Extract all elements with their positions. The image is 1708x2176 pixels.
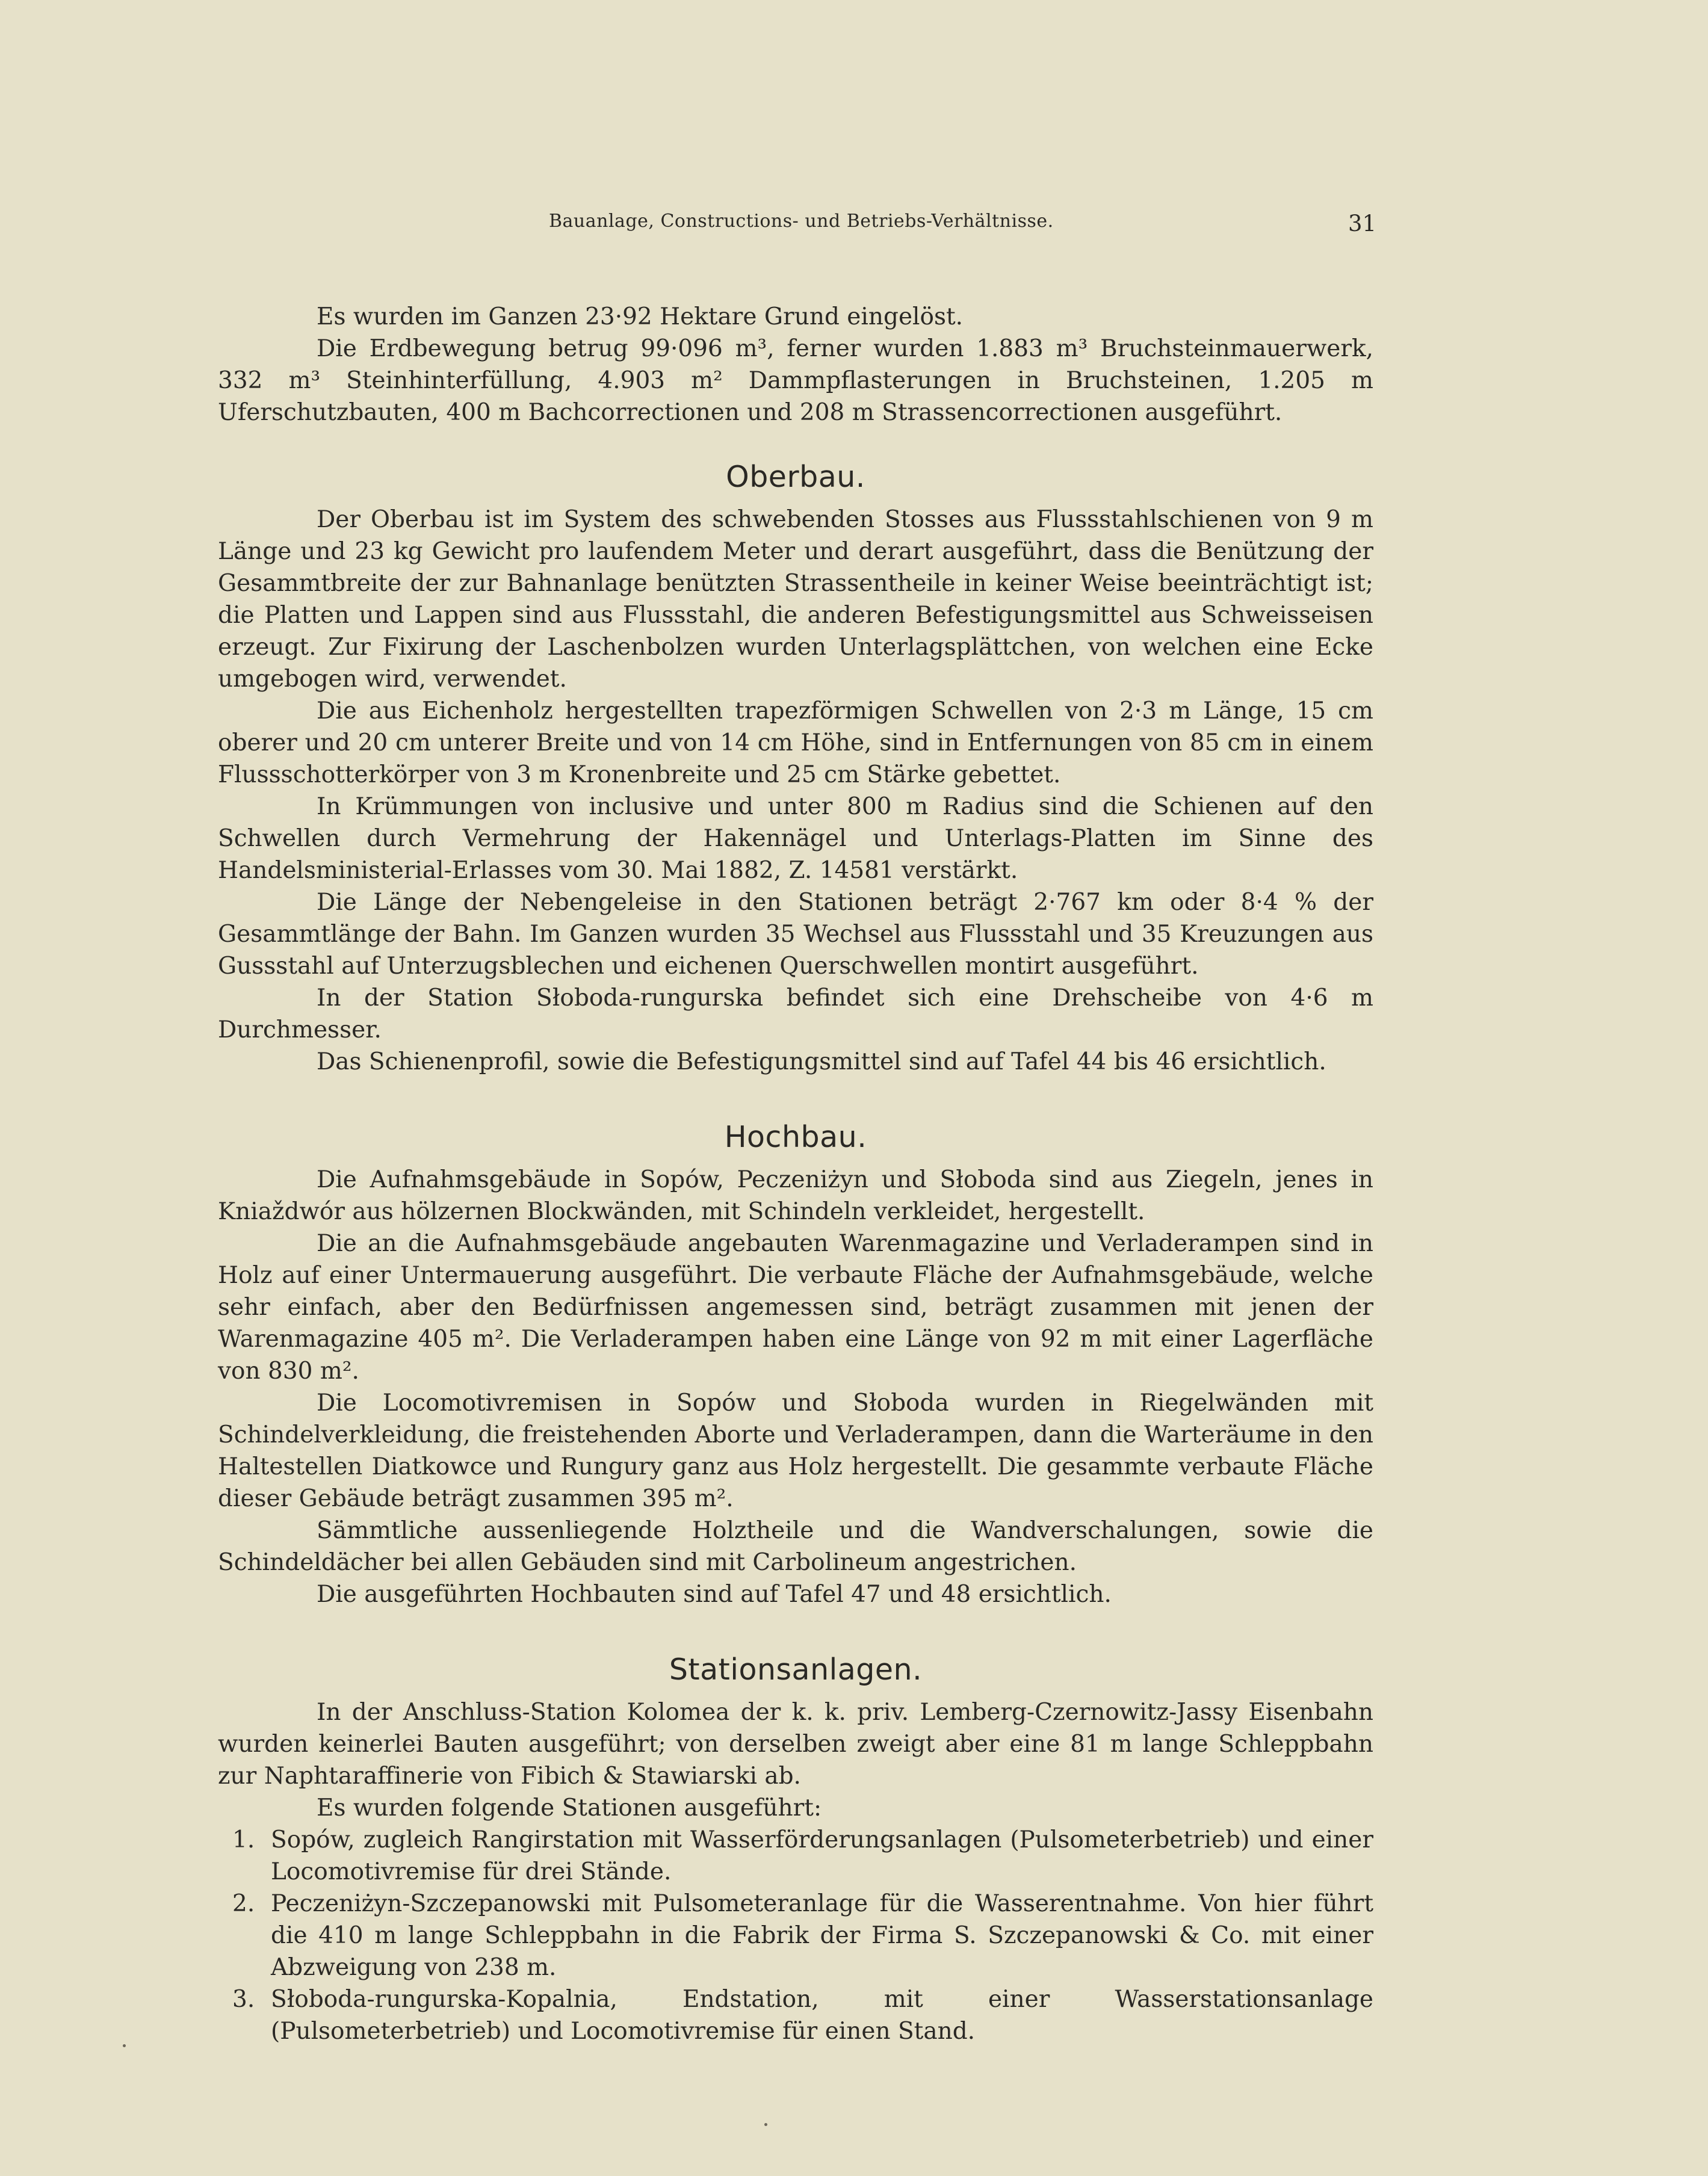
- list-item-text: Peczeniżyn-Szczepanowski mit Pulsometeranlage für die Wasserentnahme. Von hier führt die 410 m lange Schleppbahn in die Fabrik der Firma S. Szczepanowski & Co. mit einer Abzweigung von 238 m.: [271, 1890, 1373, 1981]
- station-list: [218, 1824, 1373, 2047]
- stationsanlagen-paragraph-1: In der Anschluss-Station Kolomea der k. k. priv. Lemberg-Czernowitz-Jassy Eisenbahn wurden keinerlei Bauten ausgeführt; von derselben zweigt aber eine 81 m lange Schleppbahn zur Naphtaraffinerie von Fibich & Stawiarski ab.: [218, 1699, 1373, 1790]
- hochbau-section: [218, 1121, 1373, 1610]
- stationsanlagen-paragraph-2: Es wurden folgende Stationen ausgeführt:: [317, 1794, 822, 1822]
- page-number: 31: [1348, 211, 1377, 236]
- list-item-text: Sopów, zugleich Rangirstation mit Wasserförderungsanlagen (Pulsometerbetrieb) und einer Locomotivremise für drei Stände.: [271, 1826, 1373, 1885]
- hochbau-paragraph-2: Die an die Aufnahmsgebäude angebauten Warenmagazine und Verladerampen sind in Holz auf einer Untermauerung ausgeführt. Die verbaute Fläche der Aufnahmsgebäude, welche sehr einfach, aber den Bedürfnissen angemessen sind, beträgt zusammen mit jenen der Warenmagazine 405 m². Die Verladerampen haben eine Länge von 92 m mit einer Lagerfläche von 830 m².: [218, 1230, 1373, 1385]
- running-title: Bauanlage, Constructions- und Betriebs-Verhältnisse.: [549, 211, 1054, 232]
- paper-speck: [764, 2123, 767, 2126]
- intro-paragraph-1: Es wurden im Ganzen 23·92 Hektare Grund eingelöst.: [317, 303, 964, 330]
- list-item-text: Słoboda-rungurska-Kopalnia, Endstation, mit einer Wasserstationsanlage (Pulsometerbetrieb) und Locomotivremise für einen Stand.: [271, 1986, 1373, 2045]
- intro-section: [218, 301, 1373, 428]
- list-item-number: 2.: [232, 1890, 255, 1917]
- intro-paragraph-2: Die Erdbewegung betrug 99·096 m³, ferner wurden 1.883 m³ Bruchsteinmauerwerk, 332 m³ Steinhinterfüllung, 4.903 m² Dammpflasterungen in Bruchsteinen, 1.205 m Uferschutzbauten, 400 m Bachcorrectionen und 208 m Strassencorrectionen ausgeführt.: [218, 335, 1373, 426]
- oberbau-paragraph-5: In der Station Słoboda-rungurska befindet sich eine Drehscheibe von 4·6 m Durchmesser.: [218, 984, 1373, 1043]
- page-body: [218, 301, 1373, 2047]
- hochbau-paragraph-1: Die Aufnahmsgebäude in Sopów, Peczeniżyn und Słoboda sind aus Ziegeln, jenes in Kniaždwór aus hölzernen Blockwänden, mit Schindeln verkleidet, hergestellt.: [218, 1166, 1373, 1225]
- oberbau-paragraph-1: Der Oberbau ist im System des schwebenden Stosses aus Flussstahlschienen von 9 m Länge und 23 kg Gewicht pro laufendem Meter und derart ausgeführt, dass die Benützung der Gesammtbreite der zur Bahnanlage benützten Strassentheile in keiner Weise beeinträchtigt ist; die Platten und Lappen sind aus Flussstahl, die anderen Befestigungsmittel aus Schweisseisen erzeugt. Zur Fixirung der Laschenbolzen wurden Unterlagsplättchen, von welchen eine Ecke umgebogen wird, verwendet.: [218, 506, 1373, 693]
- oberbau-paragraph-4: Die Länge der Nebengeleise in den Stationen beträgt 2·767 km oder 8·4 % der Gesammtlänge der Bahn. Im Ganzen wurden 35 Wechsel aus Flussstahl und 35 Kreuzungen aus Gussstahl auf Unterzugsblechen und eichenen Querschwellen montirt ausgeführt.: [218, 889, 1373, 980]
- oberbau-paragraph-3: In Krümmungen von inclusive und unter 800 m Radius sind die Schienen auf den Schwellen durch Vermehrung der Hakennägel und Unterlags-Platten im Sinne des Handelsministerial-Erlasses vom 30. Mai 1882, Z. 14581 verstärkt.: [218, 793, 1373, 884]
- oberbau-section: [218, 461, 1373, 1078]
- hochbau-paragraph-5: Die ausgeführten Hochbauten sind auf Tafel 47 und 48 ersichtlich.: [317, 1581, 1112, 1608]
- station-list-item: [218, 1824, 1373, 1888]
- station-list-item: [218, 1888, 1373, 1983]
- oberbau-paragraph-2: Die aus Eichenholz hergestellten trapezförmigen Schwellen von 2·3 m Länge, 15 cm oberer und 20 cm unterer Breite und von 14 cm Höhe, sind in Entfernungen von 85 cm in einem Flussschotterkörper von 3 m Kronenbreite und 25 cm Stärke gebettet.: [218, 697, 1373, 788]
- section-heading-stationsanlagen: Stationsanlagen.: [669, 1652, 923, 1687]
- list-item-number: 1.: [232, 1826, 255, 1853]
- list-item-number: 3.: [232, 1986, 255, 2013]
- section-heading-oberbau: Oberbau.: [726, 460, 865, 494]
- stationsanlagen-section: [218, 1654, 1373, 2047]
- oberbau-paragraph-6: Das Schienenprofil, sowie die Befestigungsmittel sind auf Tafel 44 bis 46 ersichtlich.: [317, 1048, 1326, 1075]
- section-heading-hochbau: Hochbau.: [724, 1120, 867, 1154]
- hochbau-paragraph-4: Sämmtliche aussenliegende Holztheile und die Wandverschalungen, sowie die Schindeldächer bei allen Gebäuden sind mit Carbolineum angestrichen.: [218, 1517, 1373, 1576]
- station-list-item: [218, 1983, 1373, 2047]
- paper-speck: [123, 2044, 126, 2047]
- hochbau-paragraph-3: Die Locomotivremisen in Sopów und Słoboda wurden in Riegelwänden mit Schindelverkleidung, die freistehenden Aborte und Verladerampen, dann die Warteräume in den Haltestellen Diatkowce und Rungury ganz aus Holz hergestellt. Die gesammte verbaute Fläche dieser Gebäude beträgt zusammen 395 m².: [218, 1389, 1373, 1512]
